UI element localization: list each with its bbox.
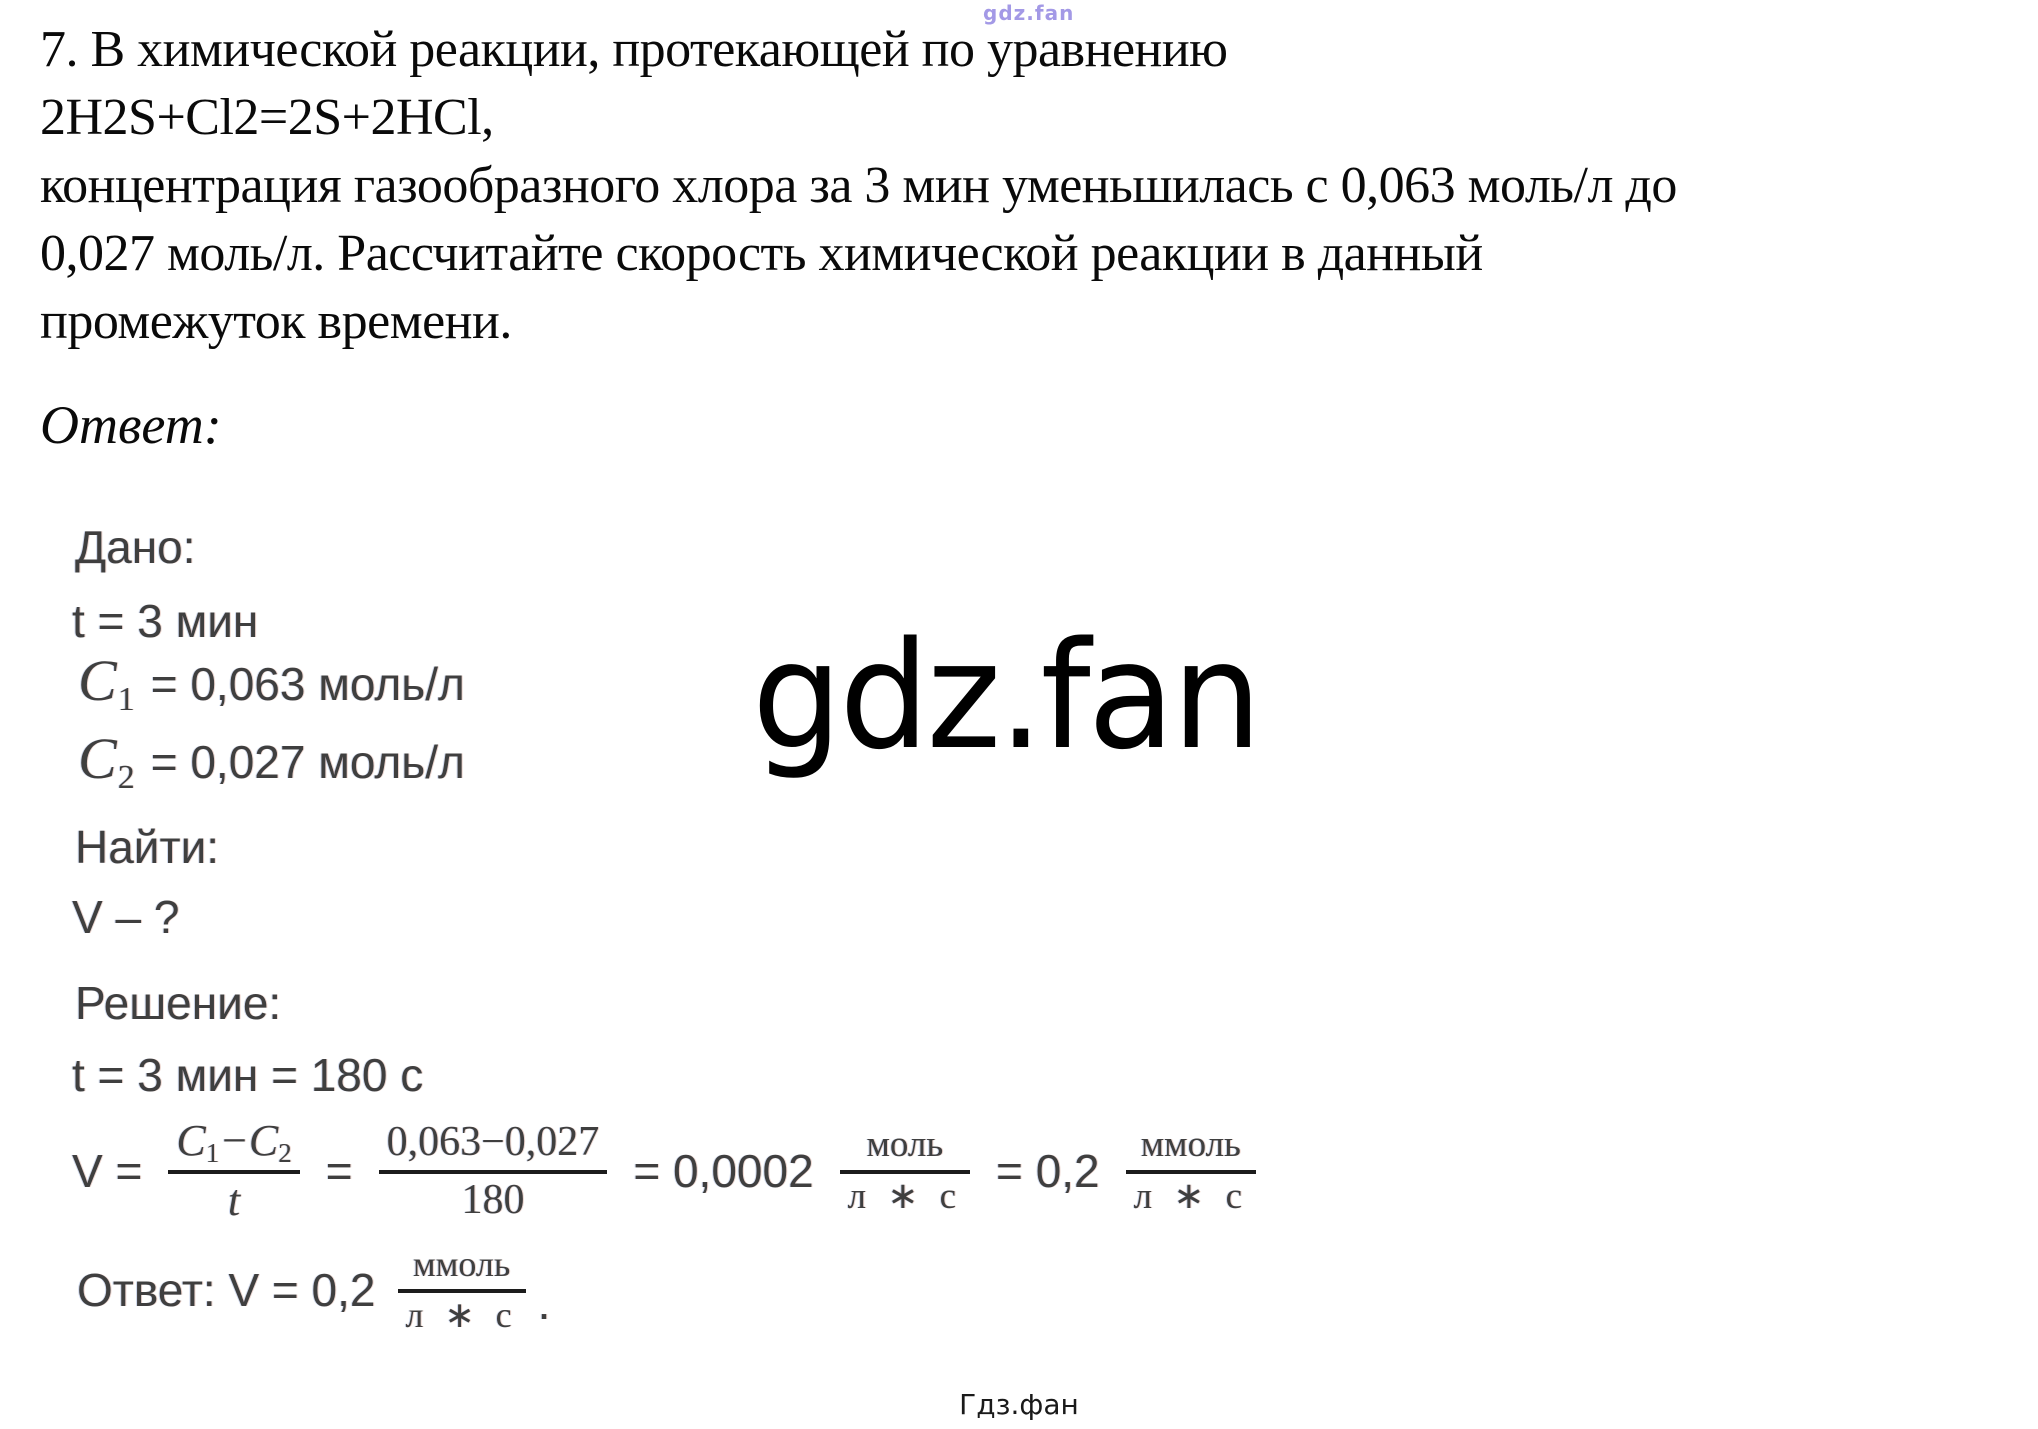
fraction-numerator: 0,063−0,027 (386, 1119, 600, 1166)
final-answer (77, 1240, 550, 1340)
fraction-denominator: л ∗ с (1133, 1175, 1249, 1217)
fraction-bar (1126, 1170, 1256, 1174)
fraction-numerator (168, 1116, 299, 1169)
fraction-denominator: л ∗ с (405, 1294, 518, 1335)
fraction-denominator: t (227, 1175, 241, 1225)
result-mol: = 0,0002 (633, 1145, 814, 1197)
equals-sign: = (325, 1145, 353, 1197)
c2-subscript: 2 (117, 759, 135, 796)
watermark-center: gdz.fan (752, 610, 1260, 782)
fraction-denominator: л ∗ с (847, 1175, 963, 1217)
time-conversion: t = 3 мин = 180 с (72, 1049, 424, 1101)
solution-label: Решение: (75, 977, 282, 1029)
fraction-bar (379, 1170, 608, 1174)
formula-lhs: V = (72, 1145, 143, 1197)
problem-statement (40, 16, 2000, 356)
minus-sign: − (219, 1116, 249, 1166)
final-period: . (537, 1277, 551, 1329)
given-c1 (78, 648, 465, 718)
c1-value: = 0,063 моль/л (150, 658, 465, 710)
final-answer-text: Ответ: V = 0,2 (77, 1264, 376, 1316)
given-c2 (78, 726, 465, 796)
fraction-bar (398, 1289, 526, 1293)
fraction-concentration-over-time (168, 1118, 299, 1223)
problem-line: промежуток времени. (40, 293, 512, 350)
given-label: Дано: (75, 521, 196, 573)
fraction-bar (168, 1170, 299, 1174)
footer-site-name: Гдз.фан (959, 1388, 1079, 1421)
c1-symbol: C (176, 1116, 206, 1166)
c1-subscript: 1 (205, 1138, 220, 1169)
fraction-units-mol (840, 1123, 970, 1217)
fraction-numerator: моль (866, 1123, 944, 1165)
fraction-units-mmol (1126, 1123, 1256, 1217)
answer-heading: Ответ: (40, 395, 222, 455)
fraction-numeric (379, 1120, 608, 1221)
c2-value: = 0,027 моль/л (150, 736, 465, 788)
c1-subscript: 1 (117, 681, 135, 718)
find-label: Найти: (75, 821, 220, 873)
c2-symbol: C (248, 1116, 279, 1166)
problem-line: 7. В химической реакции, протекающей по уравнению (40, 21, 1228, 78)
fraction-denominator: 180 (461, 1176, 525, 1223)
problem-line-equation: 2H2S+Cl2=2S+2HCl, (40, 89, 494, 146)
given-time: t = 3 мин (72, 595, 259, 647)
problem-line: 0,027 моль/л. Рассчитайте скорость химической реакции в данный (40, 225, 1483, 282)
result-mmol: = 0,2 (996, 1145, 1100, 1197)
c1-symbol: C (78, 648, 117, 713)
c2-subscript: 2 (278, 1138, 292, 1169)
fraction-numerator: ммоль (1140, 1123, 1241, 1165)
fraction-bar (840, 1170, 970, 1174)
find-quantity: V – ? (72, 891, 180, 943)
c2-symbol: C (78, 726, 117, 791)
velocity-formula (72, 1112, 1256, 1230)
fraction-units-answer (398, 1243, 526, 1335)
problem-line: концентрация газообразного хлора за 3 мин уменьшилась с 0,063 моль/л до (40, 157, 1677, 214)
fraction-numerator: ммоль (412, 1243, 511, 1284)
watermark-top: gdz.fan (983, 1, 1075, 25)
